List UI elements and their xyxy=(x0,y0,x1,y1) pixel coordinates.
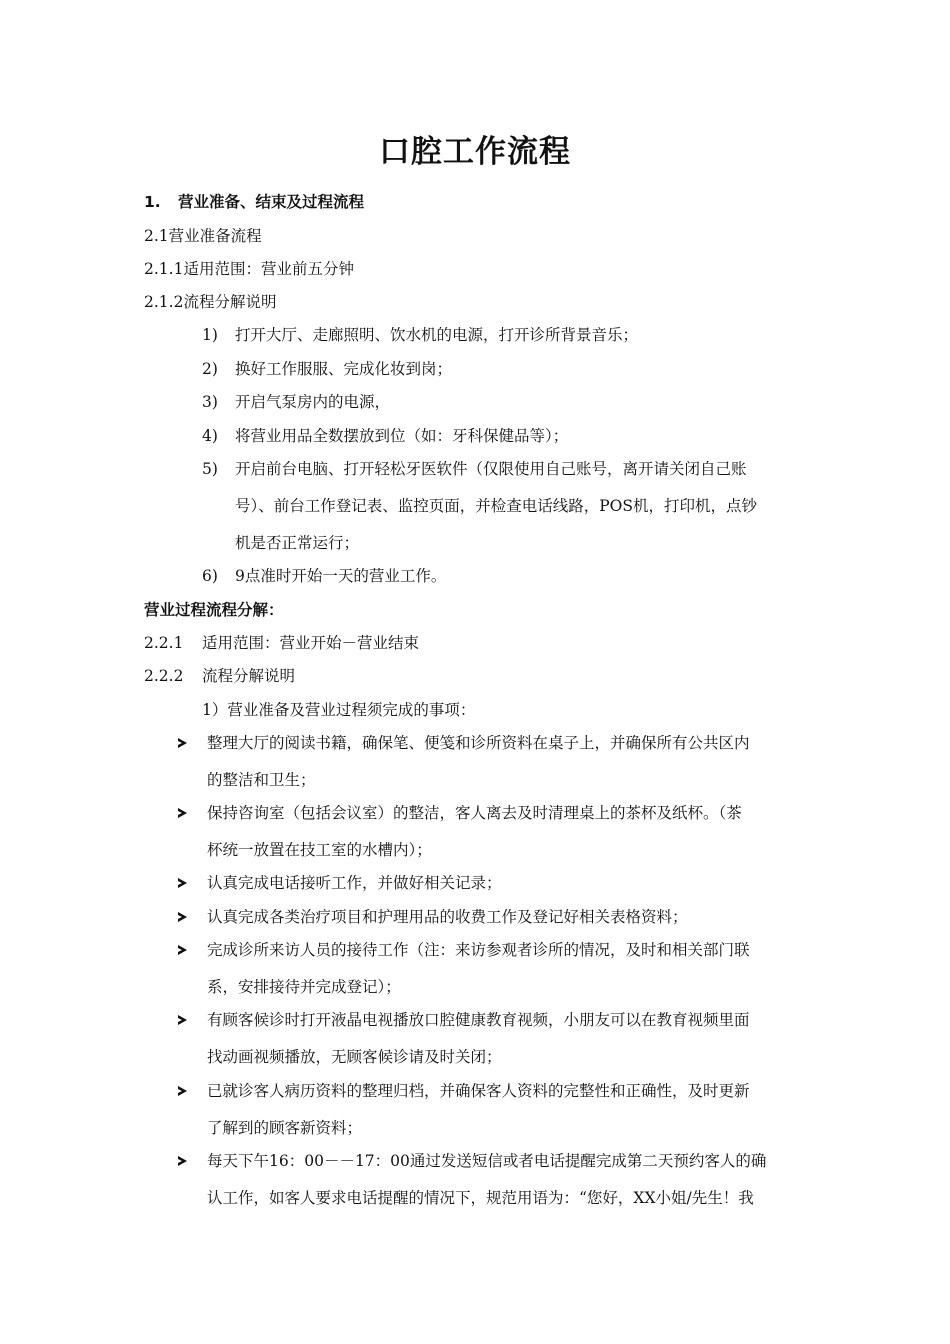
bullet-item-text: 有顾客候诊时打开液晶电视播放口腔健康教育视频，小朋友可以在教育视频里面 xyxy=(207,1011,750,1029)
list-item-text-continued: 号）、前台工作登记表、监控页面，并检查电话线路，POS机，打印机，点钞 xyxy=(235,497,758,515)
section-1-number: 1. xyxy=(144,193,161,211)
bullet-item-text-continued: 认工作，如客人要求电话提醒的情况下，规范用语为：“您好，XX小姐/先生！我 xyxy=(207,1189,754,1207)
bullet-item-text-continued: 的整洁和卫生； xyxy=(207,771,316,789)
section-1-heading: 营业准备、结束及过程流程 xyxy=(178,193,365,211)
section-2-2-1-text: 适用范围：营业开始－营业结束 xyxy=(202,634,420,652)
bullet-item-text: 整理大厅的阅读书籍，确保笔、便笺和诊所资料在桌子上，并确保所有公共区内 xyxy=(207,734,750,752)
list-item-text-continued: 机是否正常运行； xyxy=(235,534,360,552)
bullet-item-text: 已就诊客人病历资料的整理归档，并确保客人资料的完整性和正确性，及时更新 xyxy=(207,1082,750,1100)
section-2-1-heading: 2.1营业准备流程 xyxy=(144,227,262,245)
section-2-2-1-number: 2.2.1 xyxy=(144,634,184,652)
bullet-item-text: 每天下午16：00－－17：00通过发送短信或者电话提醒完成第二天预约客人的确 xyxy=(207,1152,767,1170)
page-title: 口腔工作流程 xyxy=(379,134,571,170)
list-item-number: 2) xyxy=(202,360,218,378)
bullet-item-text-continued: 找动画视频播放，无顾客候诊请及时关闭； xyxy=(207,1048,502,1066)
arrow-bullet-icon xyxy=(178,1086,187,1096)
subsection-heading: 1）营业准备及营业过程须完成的事项： xyxy=(202,701,476,719)
bullet-item-text-continued: 杯统一放置在技工室的水槽内）； xyxy=(207,841,432,859)
bullet-item-text-continued: 了解到的顾客新资料； xyxy=(207,1119,363,1137)
arrow-bullet-icon xyxy=(178,945,187,955)
arrow-bullet-icon xyxy=(178,1015,187,1025)
bullet-item-text: 认真完成各类治疗项目和护理用品的收费工作及登记好相关表格资料； xyxy=(207,908,688,926)
list-item-number: 6) xyxy=(202,567,218,585)
list-item-text: 打开大厅、走廊照明、饮水机的电源，打开诊所背景音乐； xyxy=(235,326,639,344)
arrow-bullet-icon xyxy=(178,878,187,888)
list-item-number: 3) xyxy=(202,393,218,411)
section-2-2-2-text: 流程分解说明 xyxy=(202,667,296,685)
list-item-text: 开启前台电脑、打开轻松牙医软件（仅限使用自己账号，离开请关闭自己账 xyxy=(235,460,747,478)
arrow-bullet-icon xyxy=(178,912,187,922)
list-item-text: 将营业用品全数摆放到位（如：牙科保健品等）； xyxy=(235,427,569,445)
bullet-item-text: 保持咨询室（包括会议室）的整洁，客人离去及时清理桌上的茶杯及纸杯。（茶 xyxy=(207,804,742,822)
section-2-2-2-number: 2.2.2 xyxy=(144,667,184,685)
process-heading: 营业过程流程分解： xyxy=(144,601,284,619)
bullet-item-text: 完成诊所来访人员的接待工作（注：来访参观者诊所的情况，及时和相关部门联 xyxy=(207,941,750,959)
section-2-1-1-scope: 2.1.1适用范围：营业前五分钟 xyxy=(144,260,354,278)
list-item-text: 9点准时开始一天的营业工作。 xyxy=(235,567,447,585)
arrow-bullet-icon xyxy=(178,738,187,748)
list-item-number: 5) xyxy=(202,460,218,478)
list-item-text: 开启气泵房内的电源， xyxy=(235,393,391,411)
list-item-text: 换好工作服服、完成化妆到岗； xyxy=(235,360,453,378)
list-item-number: 1) xyxy=(202,326,218,344)
list-item-number: 4) xyxy=(202,427,218,445)
arrow-bullet-icon xyxy=(178,1156,187,1166)
bullet-item-text: 认真完成电话接听工作，并做好相关记录； xyxy=(207,874,502,892)
section-2-1-2-heading: 2.1.2流程分解说明 xyxy=(144,293,277,311)
bullet-item-text-continued: 系，安排接待并完成登记）； xyxy=(207,978,401,996)
arrow-bullet-icon xyxy=(178,808,187,818)
